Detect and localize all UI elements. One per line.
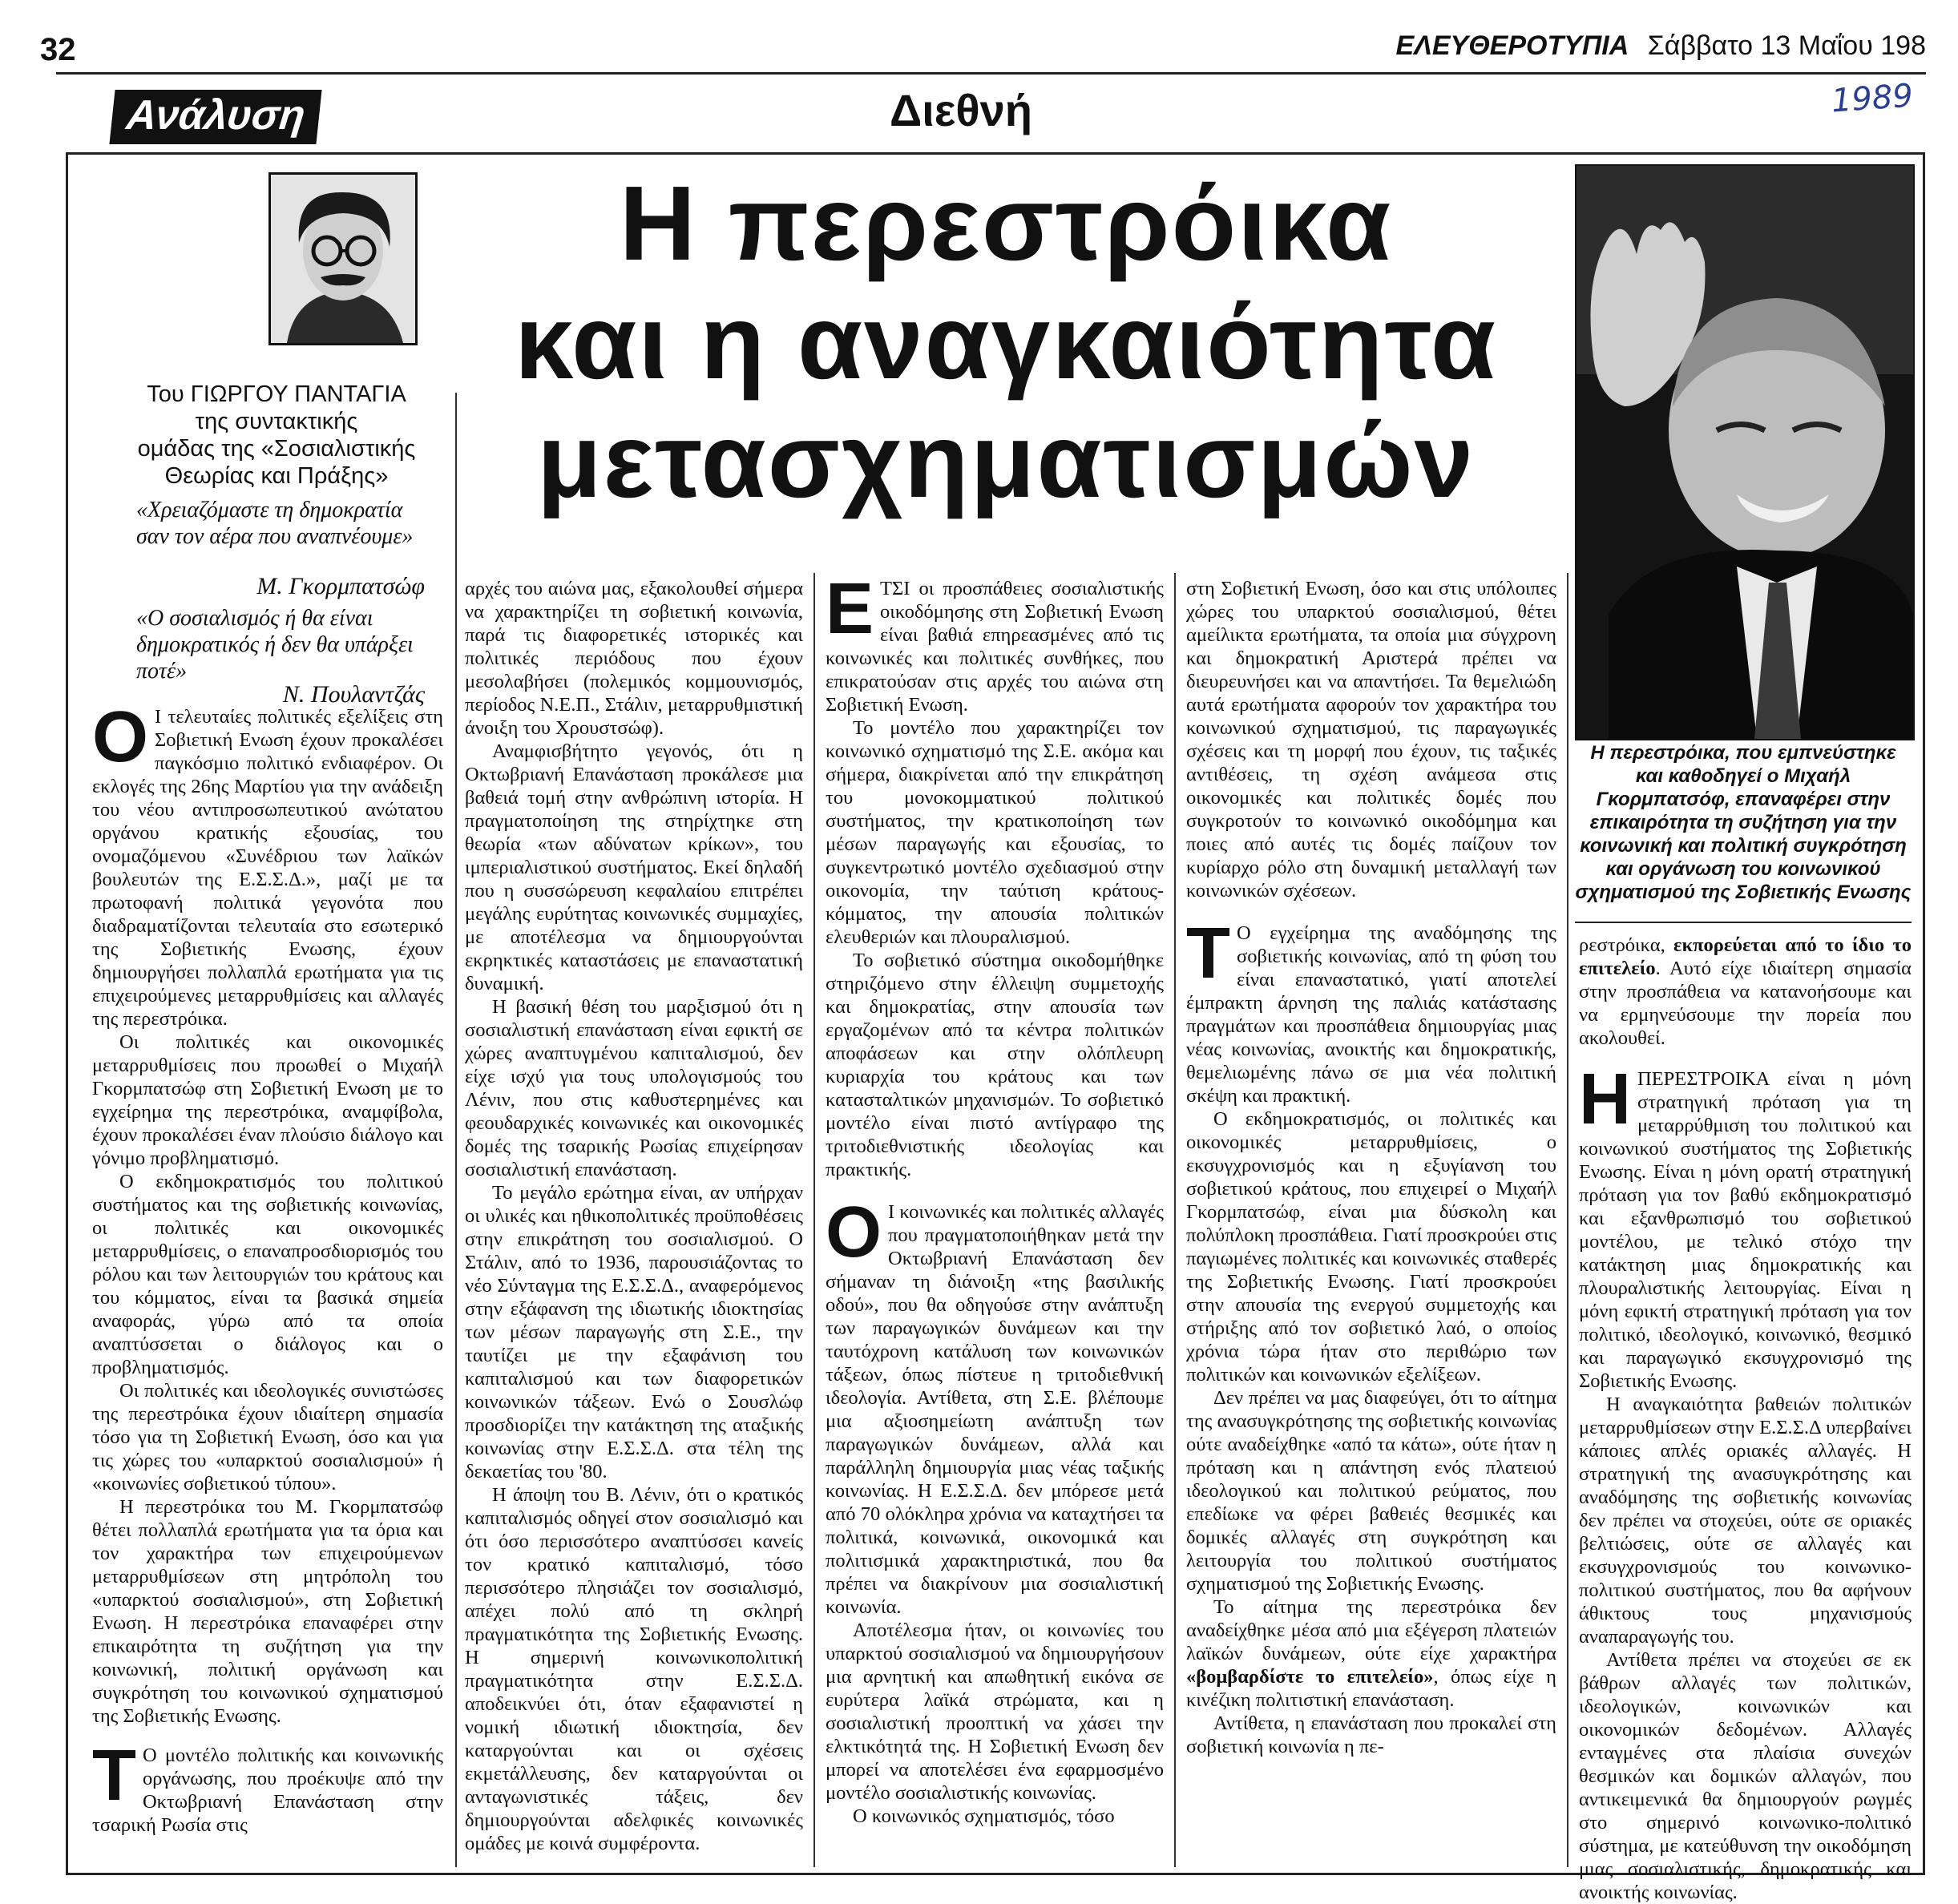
paragraph: Ο κοινωνικός σχηματισμός, τόσο <box>853 1805 1115 1827</box>
byline-line: Του ΓΙΩΡΓΟΥ ΠΑΝΤΑΓΙΑ <box>147 381 406 407</box>
top-rule <box>56 72 1926 75</box>
paragraph: Οι πολιτικές και οικονομικές μεταρρυθμίσεις που προωθεί ο Μιχαήλ Γκορμπατσώφ στη Σοβιετική Ενωση με το εγχείρημα της περεστρόικα, αναμφίβολα, έχουν προκαλέσει έναν πλούσιο διάλογο και γόνιμο προβληματισμό. <box>92 1031 443 1169</box>
paragraph-text: ΠΕΡΕΣΤΡΟΙΚΑ είναι η μόνη στρατηγική πρόταση για τη μεταρρύθμιση του πολιτικού και κοινωνικού συστήματος της Σοβιετικής Ενωσης. Είναι η μόνη ορατή στρατηγική πρόταση για τον βαθύ εκδημοκρατισμό και εξανθρωπισμό του σοβιετικού μοντέλου, με τελικό στόχο την κατάκτηση μιας δημοκρατικής και πλουραλιστικής λειτουργίας. Είναι η μόνη εφικτή στρατηγική πρόταση για τον πολιτικό, ιδεολογικό, κοινωνικό, θεσμικό και παραγωγικό εκσυγχρονισμό της Σοβιετικής Ενωσης. <box>1579 1068 1912 1392</box>
paragraph: Αποτέλεσμα ήταν, οι κοινωνίες του υπαρκτού σοσιαλισμού να δημιουργήσουν μια αρνητική και απωθητική εικόνα σε ευρύτερα λαϊκά στρώματα, και η σοσιαλιστική προοπτική να χάσει την ελκτικότητά της. Η Σοβιετική Ενωση δεν μπορεί να αποτελέσει ένα εφαρμοσμένο μοντέλο σοσιαλιστικής κοινωνίας. <box>826 1620 1164 1804</box>
paragraph <box>1579 1059 1912 1393</box>
page-number: 32 <box>40 32 76 67</box>
paragraph: Αναμφισβήτητο γεγονός, ότι η Οκτωβριανή Επανάσταση προκάλεσε μια βαθειά τομή στην ανθρώπινη ιστορία. Η πραγματοποίηση της στηρίχτηκε στη θεωρία «των αδύνατων κρίκων», του ιμπεριαλιστικού συστήματος. Εκεί δηλαδή που η συσσώρευση κεφαλαίου επιτρέπει μεγάλης ευρύτητας κοινωνικές συμμαχίες, με αποτέλεσμα να δημιουργούνται εκρηκτικές καταστάσεις με επαναστατική δυναμική. <box>465 740 803 994</box>
article-column-5 <box>1579 934 1912 1903</box>
portrait-image <box>271 175 415 343</box>
bold-phrase: «βομβαρδίστε το επιτελείο» <box>1186 1666 1434 1688</box>
headline-line: μετασχηματισμών <box>536 401 1476 519</box>
paragraph <box>826 1192 1164 1619</box>
epigraph-quote: «Χρειαζόμαστε τη δημοκρατία σαν τον αέρα που αναπνέουμε» <box>136 498 414 549</box>
paragraph <box>92 697 443 1031</box>
issue-date: Σάββατο 13 Μαΐου 198 <box>1647 30 1926 61</box>
drop-cap: Ο <box>92 697 149 777</box>
article-column-4 <box>1186 577 1556 1859</box>
paragraph: Αντίθετα πρέπει να στοχεύει σε εκ βάθρων αλλαγές των πολιτικών, ιδεολογικών, κοινωνικών και οικονομικών δεδομένων. Αλλαγές ενταγμένες στα πλαίσια συνεχών θεσμικών και δομικών αλλαγών, που αντικειμενικά θα δημιουργούν ρωγμές στο σημερινό κοινωνικο-πολιτικό σύστημα, με κατεύθυνση την οικοδόμηση μιας σοσιαλιστικής, δημοκρατικής και ανοικτής κοινωνίας. <box>1579 1649 1912 1903</box>
byline <box>104 381 449 490</box>
headline-line: Η περεστρόικα <box>619 164 1393 282</box>
epigraph-quote: «Ο σοσιαλισμός ή θα είναι δημοκρατικός ή δεν θα υπάρξει ποτέ» <box>136 606 414 684</box>
column-rule <box>813 573 815 1867</box>
article-column-2 <box>465 577 803 1859</box>
paragraph-text: Ι κοινωνικές και πολιτικές αλλαγές που πραγματοποιήθηκαν μετά την Οκτωβριανή Επανάσταση δεν σήμαναν τη διάνοιξη «της βασιλικής οδού», που θα οδηγούσε στην ανάπτυξη των παραγωγικών δυνάμεων και την ταυτόχρονη κατάλυση των κοινωνικών τάξεων, όπως πίστευε η τριτοδιεθνική ιδεολογία. Αντίθετα, στη Σ.Ε. βλέπουμε μια αξιοσημείωτη ανάπτυξη των παραγωγικών δυνάμεων, αλλά και παράλληλη δημιουργία μιας νέας ταξικής κοινωνίας. Η Ε.Σ.Σ.Δ. δεν μπόρεσε μετά από 70 ολόκληρα χρόνια να καταχτήσει τα πολιτικά, κοινωνικά, οικονομικά και πολιτισμικά χαρακτηριστικά, που θα πρέπει να διακρίνουν μια σοσιαλιστική κοινωνία. <box>826 1201 1164 1618</box>
paragraph-text: Ο μοντέλο πολιτικής και κοινωνικής οργάνωσης, που προέκυψε από την Οκτωβριανή Επανάσταση στην τσαρική Ρωσία στις <box>92 1745 443 1836</box>
drop-cap: Τ <box>92 1736 136 1816</box>
article-column-3 <box>826 569 1164 1859</box>
paragraph <box>1579 934 1912 1050</box>
paragraph: στη Σοβιετική Ενωση, όσο και στις υπόλοιπες χώρες του υπαρκτού σοσιαλισμού, θέτει αμείλικτα ερωτήματα, τα οποία μια σύγχρονη και δημοκρατική Αριστερά πρέπει να διευρευνήσει και να απαντήσει. Τα θεμελιώδη αυτά ερωτήματα αφορούν τον χαρακτήρα του κοινωνικού σχηματισμού, τις παραγωγικές σχέσεις και τη μορφή που έχουν, τις ταξικές αντιθέσεις, τη σχέση ανάμεσα στις οικονομικές και πολιτικές δομές που συγκροτούν το κοινωνικό οικοδόμημα και ποιες από αυτές τις δομές παίζουν τον κυρίαρχο ρόλο στη δυναμική μεταλλαγή των κοινωνικών σχέσεων. <box>1186 578 1556 902</box>
section-title: Διεθνή <box>890 85 1033 135</box>
paragraph: Η περεστρόικα του Μ. Γκορμπατσώφ θέτει πολλαπλά ερωτήματα για τα όρια και τον χαρακτήρα των επιχειρούμενων μεταρρυθμίσεων στη μητρόπολη του «υπαρκτού σοσιαλισμού», στη Σοβιετική Ενωση. Η περεστρόικα επαναφέρει στην επικαιρότητα τη συζήτηση για την κοινωνική, πολιτική οργάνωση και συγκρότηση του κοινωνικού σχηματισμού της Σοβιετικής Ενωσης. <box>92 1496 443 1727</box>
byline-line: Θεωρίας και Πράξης» <box>164 463 389 489</box>
paragraph-text: ρεστρόικα, <box>1579 934 1674 956</box>
paragraph-text: Ι τελευταίες πολιτικές εξελίξεις στη Σοβιετική Ενωση έχουν προκαλέσει παγκόσμιο πολιτικό ενδιαφέρον. Οι εκλογές της 26ης Μαρτίου για την ανάδειξη του νέου αντιπροσωπευτικού ανώτατου οργάνου κρατικής εξουσίας, του ονομαζόμενου «Συνέδριου των λαϊκών βουλευτών της Ε.Σ.Σ.Δ.», μαζί με τα πρωτοφανή πολιτικά γεγονότα που διαδραματίζονται τελευταία στο εσωτερικό της Σοβιετικής Ενωσης, έχουν δημιουργήσει πολλαπλά ερωτήματα για τις επιχειρούμενες μεταρρυθμίσεις και αλλαγές της περεστρόικα. <box>92 706 443 1030</box>
paragraph <box>826 569 1164 716</box>
gorbachev-photo <box>1575 164 1915 740</box>
photo-caption: Η περεστρόικα, που εμπνεύστηκε και καθοδηγεί ο Μιχαήλ Γκορμπατσόφ, επαναφέρει στην επικαιρότητα τη συζήτηση για την κοινωνική και πολιτική συγκρότηση και οργάνωση του κοινωνικού σχηματισμού της Σοβιετικής Ενωσης <box>1575 742 1912 903</box>
paragraph: Οι πολιτικές και ιδεολογικές συνιστώσες της περεστρόικα έχουν ιδιαίτερη σημασία τόσο για τη Σοβιετική Ενωση, όσο και για τις χώρες του «υπαρκτού σοσιαλισμού» ή «κοινωνίες σοβιετικού τύπου». <box>92 1380 443 1495</box>
paragraph: Το μοντέλο που χαρακτηρίζει τον κοινωνικό σχηματισμό της Σ.Ε. ακόμα και σήμερα, διακρίνεται από την επικράτηση του μονοκομματικού πολιτικού συστήματος, την κρατικοποίηση των μέσων παραγωγής και εξουσίας, το συγκεντρωτικό μοντέλο σχεδιασμού στην οικονομία, την ταύτιση κράτους-κόμματος, την απουσία πολιτικών ελευθεριών και πλουραλισμού. <box>826 717 1164 948</box>
paragraph: Αντίθετα, η επανάσταση που προκαλεί στη σοβιετική κοινωνία η πε- <box>1186 1712 1556 1757</box>
paragraph: Ο εκδημοκρατισμός, οι πολιτικές και οικονομικές μεταρρυθμίσεις, ο εκσυγχρονισμός και η εξυγίανση του σοβιετικού κράτους, που επιχειρεί ο Μιχαήλ Γκορμπατσώφ, είναι μια δύσκολη και πολύπλοκη προσπάθεια. Γιατί προσκρούει στις παγιωμένες πολιτικές και κοινωνικές σταθερές της Σοβιετικής Ενωσης. Γιατί προσκρούει στην απουσία της ενεργού συμμετοχής και στήριξης από τον σοβιετικό λαό, ο οποίος χρόνια τώρα ήταν στο περιθώριο των πολιτικών και κοινωνικών εξελίξεων. <box>1186 1108 1556 1386</box>
drop-cap: Η <box>1579 1059 1631 1140</box>
byline-line: της συντακτικής <box>195 409 358 434</box>
byline-line: ομάδας της «Σοσιαλιστικής <box>137 436 416 462</box>
newspaper-name: ΕΛΕΥΘΕΡΟΤΥΠΙΑ <box>1395 30 1629 61</box>
paragraph-text: Το αίτημα της περεστρόικα δεν αναδείχθηκε μέσα από μια εξέγερση πλατειών λαϊκών δυνάμεων, ούτε είχε χαρακτήρα <box>1186 1596 1556 1664</box>
column-rule <box>1174 573 1176 1867</box>
drop-cap: Ο <box>826 1192 882 1273</box>
paragraph: αρχές του αιώνα μας, εξακολουθεί σήμερα να χαρακτηρίζει τη σοβιετική κοινωνία, παρά τις διαφορετικές ιστορικές και πολιτικές περιόδους που έχουν μεσολαβήσει (πολεμικός κομμουνισμός, περίοδος Ν.Ε.Π., Στάλιν, μεταρρυθμιστική άνοιξη του Χρουστσώφ). <box>465 578 803 739</box>
epigraph-author: Ν. Πουλαντζάς <box>282 681 425 708</box>
paragraph: Η αναγκαιότητα βαθειών πολιτικών μεταρρυθμίσεων στην Ε.Σ.Σ.Δ υπερβαίνει κάποιες απλές οριακές αλλαγές. Η στρατηγική της ανασυγκρότησης και αναδόμησης της σοβιετικής κοινωνίας δεν πρέπει να στοχεύει, ούτε σε οριακές βελτιώσεις, ούτε σε αλλαγές και εκσυγχρονισμούς του κοινωνικο-πολιτικού συστήματος, που θα αφήνουν άθικτους τους μηχανισμούς αναπαραγωγής του. <box>1579 1394 1912 1648</box>
paragraph-text: Ο εγχείρημα της αναδόμησης της σοβιετικής κοινωνίας, από τη φύση του είναι επαναστατικό, γιατί αποτελεί έμπρακτη άρνηση της παλιάς κατάστασης πραγμάτων και προσπάθεια δημιουργίας μιας νέας κοινωνίας, ανοικτής και δημοκρατικής, θεμελιωμένης πάνω σε μια νέα πολιτική σκέψη και πρακτική. <box>1186 922 1556 1107</box>
paragraph-text: . Αυτό είχε ιδιαίτερη σημασία στην προσπάθεια να κατανοήσουμε και να ερμηνεύσουμε την πορεία που ακολουθεί. <box>1579 958 1912 1049</box>
photo-image <box>1576 166 1913 739</box>
paragraph <box>1186 914 1556 1107</box>
drop-cap: Ε <box>826 569 874 649</box>
paragraph: Δεν πρέπει να μας διαφεύγει, ότι το αίτημα της ανασυγκρότησης της σοβιετικής κοινωνίας ούτε αναδείχθηκε «από τα κάτω», ούτε ήταν η πρόταση και η απάντηση ενός πλατειού ιδεολογικού και πολιτικού ρεύματος, που επεδίωκε να φέρει βαθειές θεσμικές και δομικές αλλαγές στη συγκρότηση και λειτουργία του πολιτικού συστήματος σχηματισμού της Σοβιετικής Ενωσης. <box>1186 1387 1556 1595</box>
paragraph <box>1186 1595 1556 1712</box>
handwritten-year: 1989 <box>1830 77 1915 120</box>
headline-line: και η αναγκαιότητα <box>514 283 1498 401</box>
paragraph: Το σοβιετικό σύστημα οικοδομήθηκε στηριζόμενο στην έλλειψη συμμετοχής και δημοκρατίας, στην απουσία των εργαζομένων από τα κέντρα πολιτικών αποφάσεων και στην ολόπλευρη κυριαρχία του κράτους και των κατασταλτικών μηχανισμών. Το σοβιετικό μοντέλο είναι πιστό αντίγραφο της τριτοδιεθνιστικής ιδεολογίας και πρακτικής. <box>826 950 1164 1180</box>
author-portrait <box>268 172 418 345</box>
paragraph: Η άποψη του Β. Λένιν, ότι ο κρατικός καπιταλισμός οδηγεί στον σοσιαλισμό και ότι όσο περισσότερο αναπτύσσει κανείς τον κρατικό καπιταλισμό, τόσο περισσότερο πλησιάζει τον σοσιαλισμό, απέχει πολύ από τη σκληρή πραγματικότητα της Σοβιετικής Ενωσης. Η σημερινή κοινωνικοπολιτική πραγματικότητα στην Ε.Σ.Σ.Δ. αποδεικνύει ότι, όταν εξαφανιστεί η νομική ιδιωτική ιδιοκτησία, δεν καταργούνται και οι σχέσεις εκμετάλλευσης, δεν καταργούνται οι ανταγωνιστικές τάξεις, δεν δημιουργούνται αδελφικές κοινωνικές ομάδες με κοινά συμφέροντα. <box>465 1484 803 1854</box>
column-rule <box>455 393 457 1867</box>
paragraph-text: , όπως είχε η κινέζικη πολιτιστική επανάσταση. <box>1186 1666 1556 1711</box>
section-badge: Ανάλυση <box>109 90 321 144</box>
paragraph: Ο εκδημοκρατισμός του πολιτικού συστήματος και της σοβιετικής κοινωνίας, οι πολιτικές και οικονομικές μεταρρυθμίσεις, ο επαναπροσδιορισμός του ρόλου και των λειτουργιών του κράτους και του κόμματος, είναι τα βασικά σημεία αναφοράς, γύρω από τα οποία αναπτύσσεται ο διάλογος και ο προβληματισμός. <box>92 1171 443 1378</box>
article-column-1 <box>92 697 443 1859</box>
caption-rule <box>1575 922 1912 923</box>
paragraph-text: ΤΣΙ οι προσπάθειες σοσιαλιστικής οικοδόμησης στη Σοβιετική Ενωση είναι βαθιά επηρεασμένες από τις κοινωνικές και πολιτικές συνθήκες, που επικρατούσαν στις αρχές του αιώνα στη Σοβιετική Ενωση. <box>826 578 1164 716</box>
headline <box>449 164 1563 520</box>
paragraph: Η βασική θέση του μαρξισμού ότι η σοσιαλιστική επανάσταση είναι εφικτή σε χώρες αναπτυγμένου καπιταλισμού, δεν είχε ισχύ για τους υπολογισμούς του Λένιν, που στις καθυστερημένες και φεουδαρχικές κοινωνικές και οικονομικές δομές της τσαρικής Ρωσίας επιχείρησαν σοσιαλιστική επανάσταση. <box>465 996 803 1180</box>
paragraph <box>92 1736 443 1837</box>
paragraph: Το μεγάλο ερώτημα είναι, αν υπήρχαν οι υλικές και ηθικοπολιτικές προϋποθέσεις στην επικράτηση του σοσιαλισμού. Ο Στάλιν, από το 1936, παρουσιάζοντας το νέο Σύνταγμα της Ε.Σ.Σ.Δ., αναφερόμενος στην εξάφανση της ιδιωτικής ιδιοκτησίας των μέσων παραγωγής στη Σ.Ε., την ταυτίζει με την εξαφάνιση του καπιταλισμού και των διαφορετικών κοινωνικών τάξεων. Ενώ ο Σουσλώφ προσδιορίζει την κατάκτηση της αταξικής κοινωνίας στην Ε.Σ.Σ.Δ. στα τέλη της δεκαετίας του '80. <box>465 1182 803 1482</box>
bold-phrase: εκπορεύεται από το ίδιο το επιτελείο <box>1579 934 1912 979</box>
running-head <box>1396 30 1927 62</box>
epigraph-author: Μ. Γκορμπατσώφ <box>256 573 425 599</box>
column-rule <box>1567 573 1568 1867</box>
drop-cap: Τ <box>1186 914 1230 994</box>
